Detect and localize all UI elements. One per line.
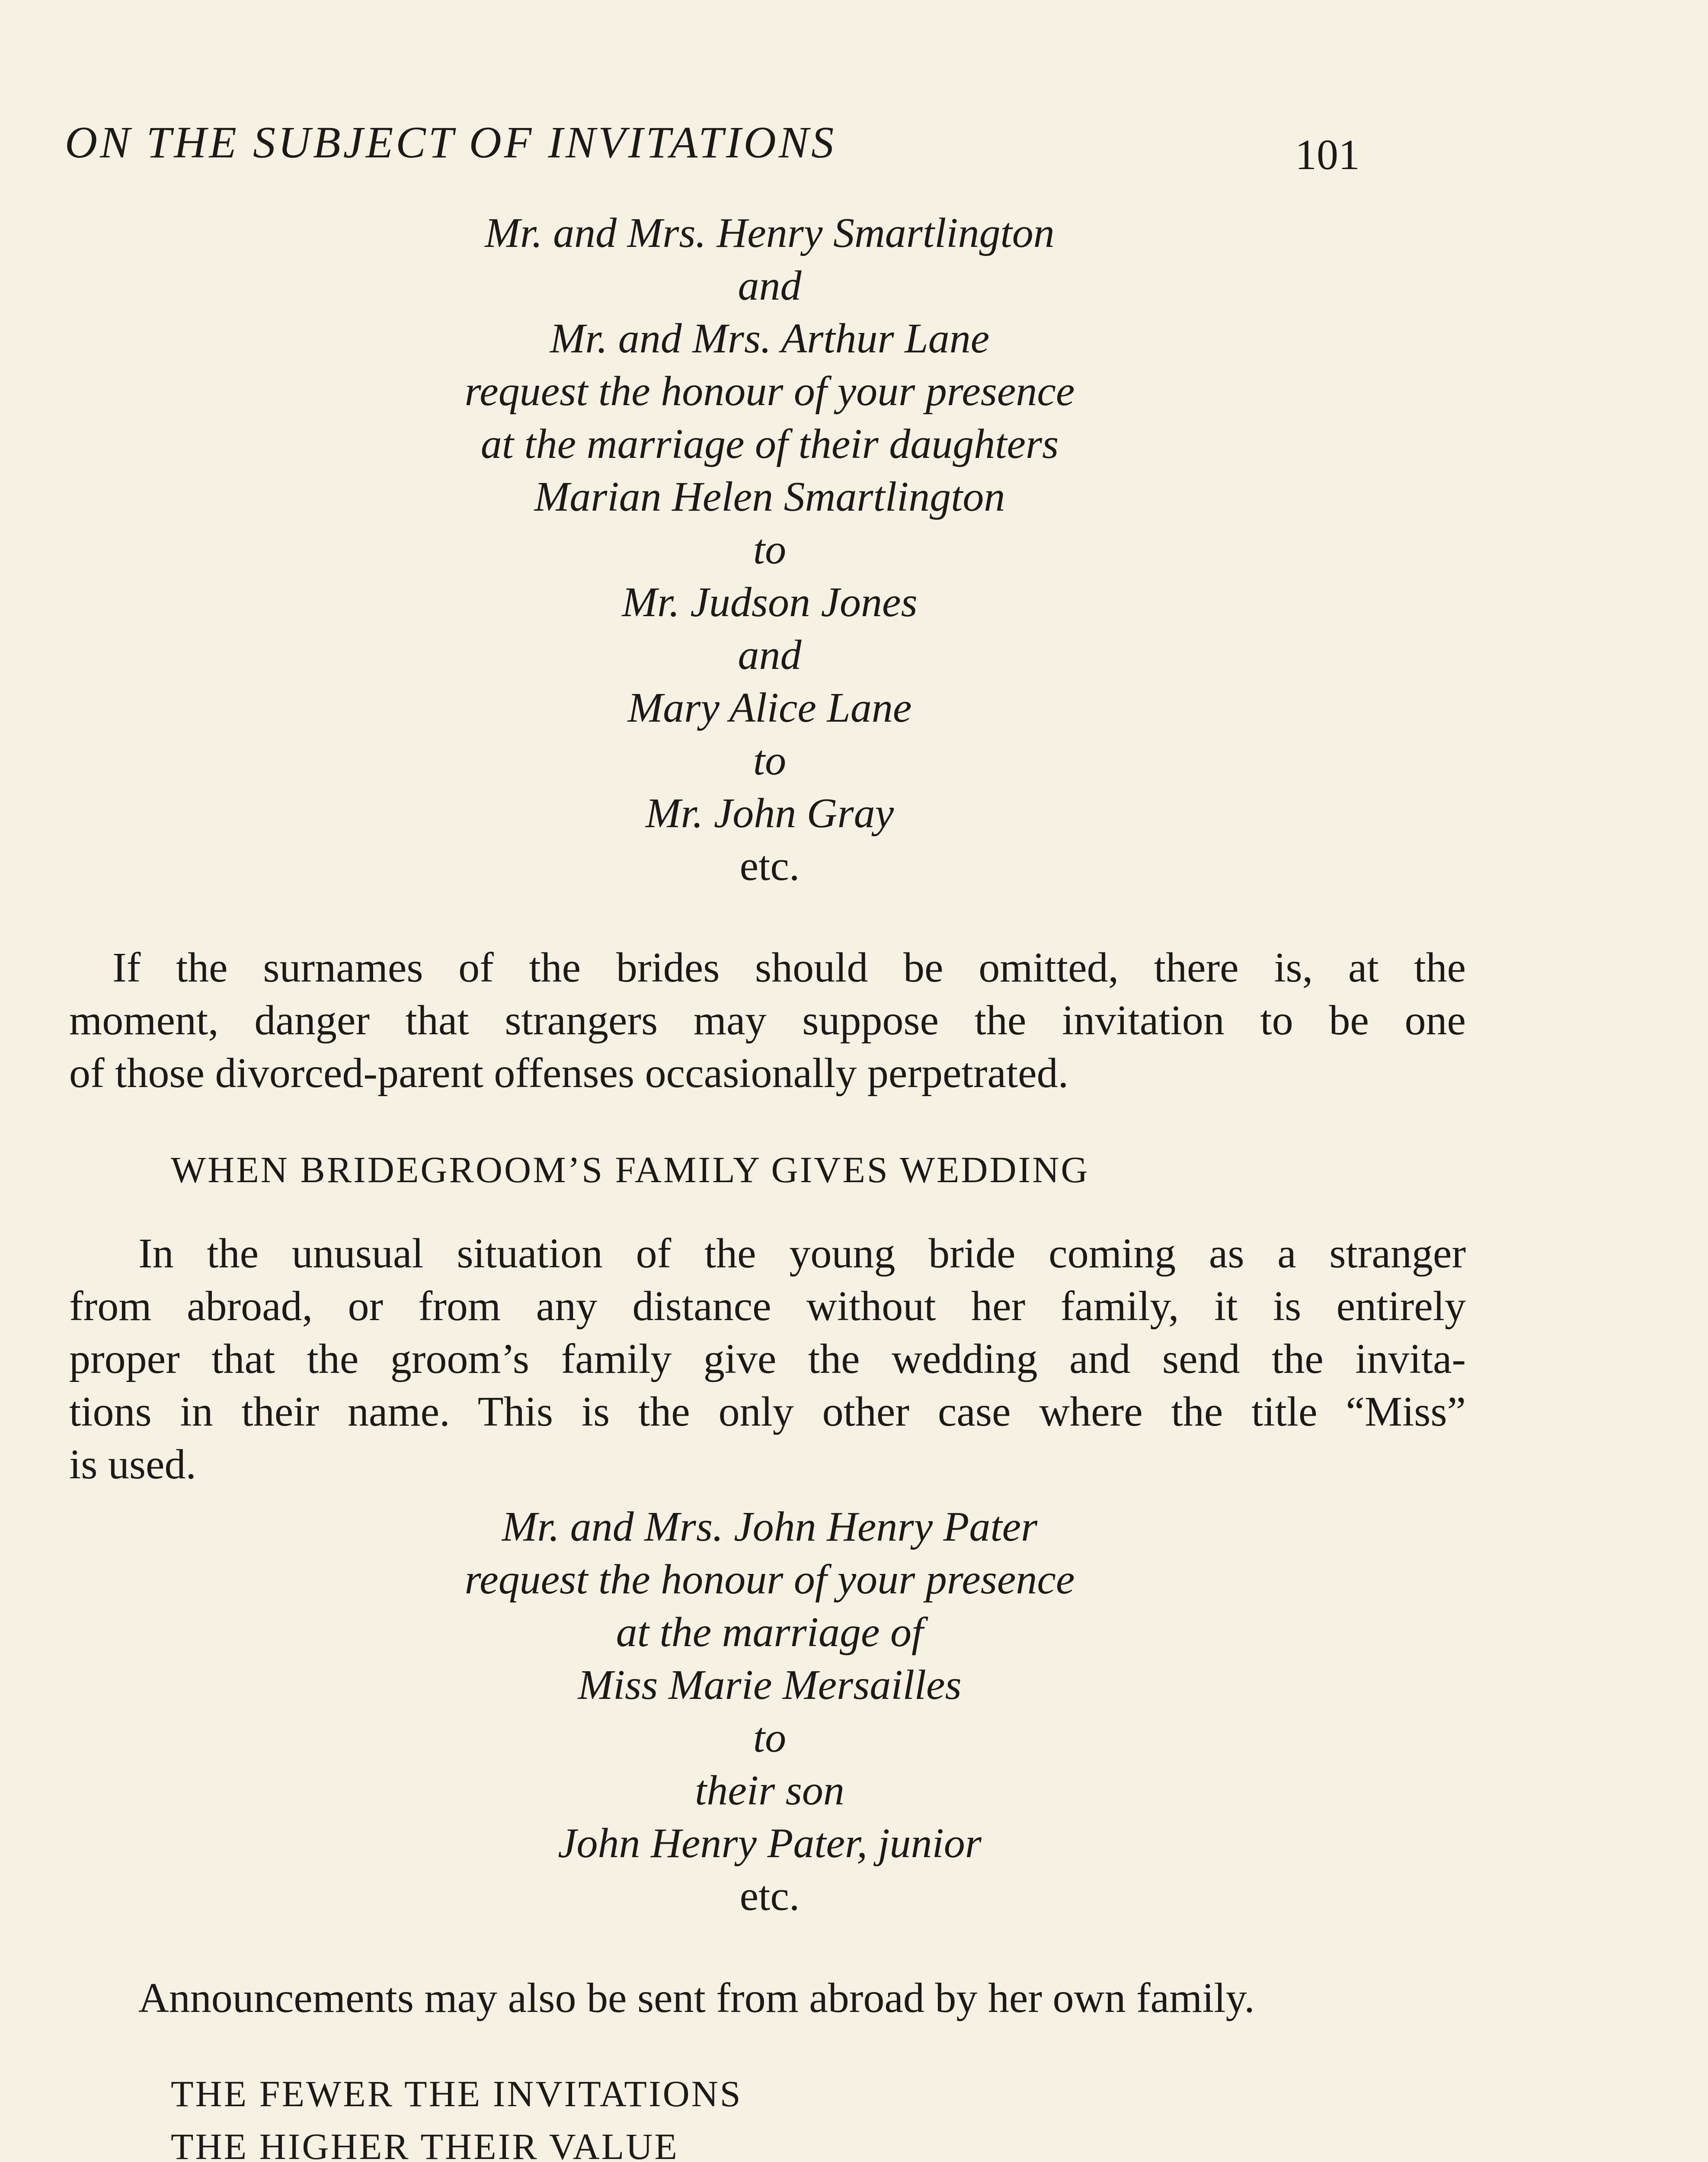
paragraph-groom-family	[69, 1227, 1466, 1491]
invitation-line: and	[738, 262, 802, 309]
page-header	[65, 117, 1362, 182]
invitation-line: Mr. and Mrs. John Henry Pater	[502, 1503, 1038, 1550]
section-heading	[171, 1144, 1089, 1196]
invitation-line: etc.	[739, 1873, 800, 1919]
invitation-line: Mr. John Gray	[645, 790, 894, 837]
invitation-sisters-double-wedding	[0, 207, 1539, 892]
paragraph-line: If the surnames of the brides should be omitted, there is, at the	[112, 944, 1466, 991]
page-number: 101	[1295, 131, 1360, 179]
heading-line: WHEN BRIDEGROOM’S FAMILY GIVES WEDDING	[171, 1149, 1090, 1190]
invitation-line: to	[753, 737, 787, 784]
paragraph-line: tions in their name. This is the only other case where the title “Miss”	[69, 1388, 1466, 1435]
invitation-line: to	[753, 526, 787, 573]
invitation-line: at the marriage of their daughters	[480, 421, 1059, 467]
invitation-groom-family	[0, 1500, 1539, 1922]
invitation-line: at the marriage of	[616, 1609, 924, 1656]
invitation-line: their son	[695, 1767, 844, 1814]
heading-line: THE FEWER THE INVITATIONS	[171, 2073, 742, 2114]
invitation-line: to	[753, 1714, 787, 1761]
paragraph-line: moment, danger that strangers may suppose the invitation to be one	[69, 997, 1466, 1044]
paragraph-line: from abroad, or from any distance without her family, it is entirely	[69, 1283, 1466, 1330]
invitation-line: Marian Helen Smartlington	[534, 473, 1005, 520]
paragraph-line: is used.	[69, 1441, 196, 1488]
heading-line: THE HIGHER THEIR VALUE	[171, 2126, 679, 2162]
paragraph-line: In the unusual situation of the young bride coming as a stranger	[138, 1230, 1466, 1277]
paragraph-announcements	[69, 1972, 1466, 2024]
paragraph-line: Announcements may also be sent from abroad by her own family.	[138, 1975, 1255, 2021]
section-heading	[171, 2068, 742, 2162]
invitation-line: Mr. Judson Jones	[622, 579, 918, 626]
paragraph-line: proper that the groom’s family give the wedding and send the invita-	[69, 1336, 1466, 1382]
invitation-line: Mary Alice Lane	[627, 684, 912, 731]
paragraph-surnames-omitted	[69, 941, 1466, 1100]
invitation-line: Mr. and Mrs. Arthur Lane	[550, 315, 990, 362]
paragraph-line: of those divorced-parent offenses occasionally perpetrated.	[69, 1050, 1069, 1097]
invitation-line: Mr. and Mrs. Henry Smartlington	[485, 210, 1055, 256]
invitation-line: and	[738, 632, 802, 678]
invitation-line: request the honour of your presence	[464, 368, 1075, 415]
invitation-line: Miss Marie Mersailles	[578, 1662, 962, 1708]
invitation-line: etc.	[739, 843, 800, 889]
invitation-line: John Henry Pater, junior	[558, 1820, 982, 1867]
invitation-line: request the honour of your presence	[464, 1556, 1075, 1603]
running-title: ON THE SUBJECT OF INVITATIONS	[65, 118, 837, 167]
